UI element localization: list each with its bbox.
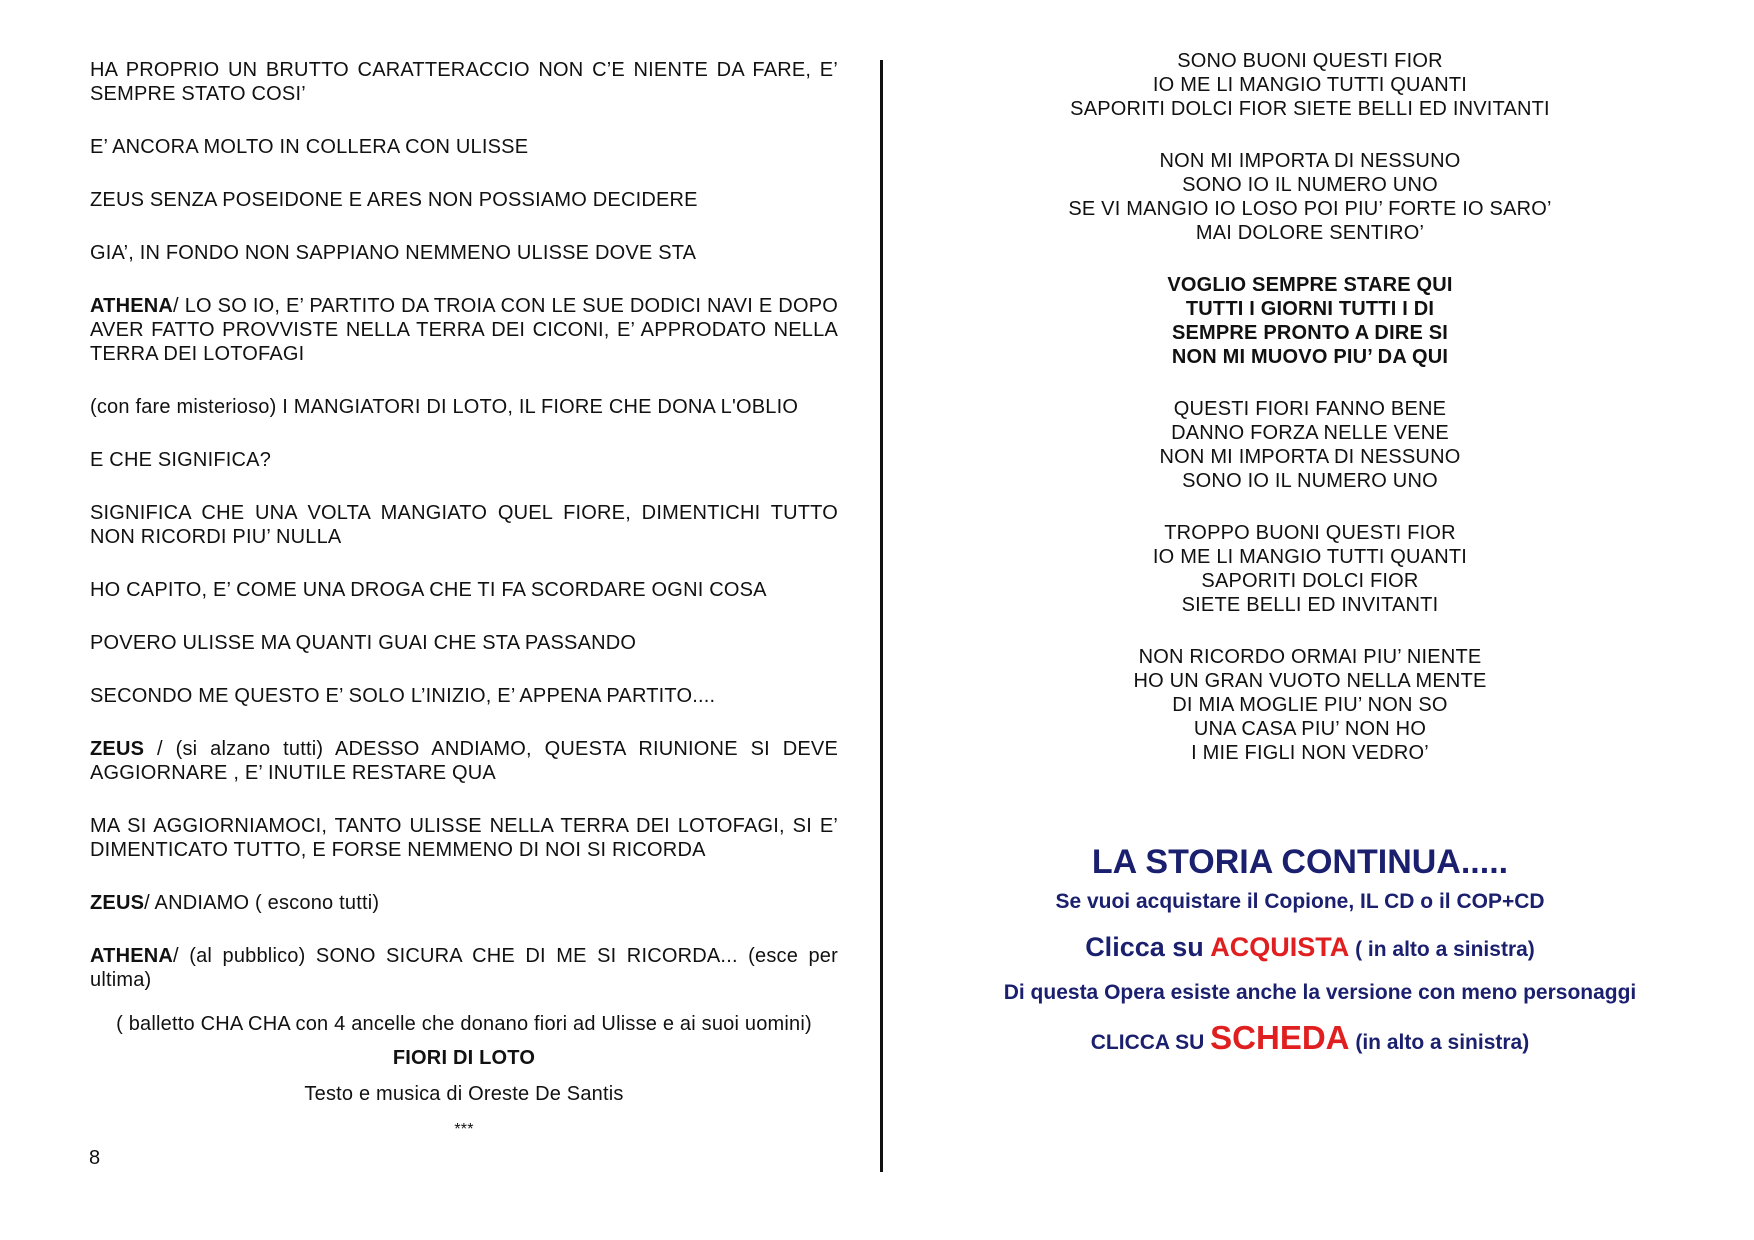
dialogue-text: / (al pubblico) SONO SICURA CHE DI ME SI RICORDA... (esce per ultima) [90, 945, 838, 991]
dialogue-text: / LO SO IO, E’ PARTITO DA TROIA CON LE SUE DODICI NAVI E DOPO AVER FATTO PROVVISTE NELLA TERRA DEI CICONI, E’ APPRODATO NELLA TERRA DEI LOTOFAGI [90, 295, 838, 365]
lyric-line: VOGLIO SEMPRE STARE QUI [1167, 274, 1453, 296]
separator: *** [454, 1121, 474, 1138]
lyric-line: SAPORITI DOLCI FIOR [1201, 570, 1419, 592]
dialogue-paragraph [90, 395, 838, 419]
lyric-stanza [900, 49, 1720, 121]
lyric-line: NON MI IMPORTA DI NESSUNO [1159, 150, 1461, 172]
speaker-name: ZEUS [90, 738, 145, 760]
lyric-line: SONO IO IL NUMERO UNO [1182, 174, 1438, 196]
dialogue-text: / (si alzano tutti) ADESSO ANDIAMO, QUESTA RIUNIONE SI DEVE AGGIORNARE , E’ INUTILE RESTARE QUA [90, 738, 838, 784]
lyric-stanza [900, 521, 1720, 617]
promo-click-acquista [900, 932, 1720, 963]
dialogue-text: E’ ANCORA MOLTO IN COLLERA CON ULISSE [90, 136, 529, 158]
dialogue-text: SIGNIFICA CHE UNA VOLTA MANGIATO QUEL FIORE, DIMENTICHI TUTTO NON RICORDI PIU’ NULLA [90, 502, 838, 548]
dialogue-text: / ANDIAMO ( escono tutti) [144, 892, 380, 914]
promo-title: LA STORIA CONTINUA..... [1091, 843, 1509, 881]
lyric-line: SEMPRE PRONTO A DIRE SI [1171, 322, 1449, 344]
speaker-name: ATHENA [90, 295, 174, 317]
dialogue-paragraph [90, 294, 838, 366]
dialogue-text: GIA’, IN FONDO NON SAPPIANO NEMMENO ULISSE DOVE STA [90, 242, 697, 264]
lyric-line: IO ME LI MANGIO TUTTI QUANTI [1152, 546, 1468, 568]
promo-click-prefix: Clicca su [1085, 932, 1211, 962]
promo-buy-info: Se vuoi acquistare il Copione, IL CD o il COP+CD [1055, 890, 1545, 913]
page-number: 8 [89, 1147, 101, 1169]
dialogue-text: HO CAPITO, E’ COME UNA DROGA CHE TI FA SCORDARE OGNI COSA [90, 579, 767, 601]
lyric-line: SONO BUONI QUESTI FIOR [1177, 50, 1443, 72]
page-divider [880, 60, 883, 1172]
lyric-line: SE VI MANGIO IO LOSO POI PIU’ FORTE IO SARO’ [1068, 198, 1552, 220]
lyric-stanza [900, 645, 1720, 765]
lyric-line: SONO IO IL NUMERO UNO [1182, 470, 1438, 492]
lyric-line: QUESTI FIORI FANNO BENE [1173, 398, 1447, 420]
dialogue-paragraph [90, 684, 838, 708]
promo-scheda-suffix: (in alto a sinistra) [1349, 1031, 1530, 1054]
lyric-line: NON RICORDO ORMAI PIU’ NIENTE [1138, 646, 1482, 668]
dialogue-text: POVERO ULISSE MA QUANTI GUAI CHE STA PASSANDO [90, 632, 637, 654]
stage-direction: ( balletto CHA CHA con 4 ancelle che donano fiori ad Ulisse e ai suoi uomini) [116, 1013, 812, 1035]
dialogue-paragraph [90, 448, 838, 472]
dialogue-paragraph [90, 737, 838, 785]
lyric-line: TROPPO BUONI QUESTI FIOR [1164, 522, 1456, 544]
dialogue-paragraph [90, 241, 838, 265]
dialogue-list [90, 58, 838, 992]
dialogue-paragraph [90, 891, 838, 915]
dialogue-paragraph [90, 58, 838, 106]
dialogue-text: ZEUS SENZA POSEIDONE E ARES NON POSSIAMO DECIDERE [90, 189, 698, 211]
dialogue-paragraph [90, 814, 838, 862]
promo-version-info: Di questa Opera esiste anche la versione con meno personaggi [1003, 981, 1637, 1004]
dialogue-text: HA PROPRIO UN BRUTTO CARATTERACCIO NON C’E NIENTE DA FARE, E’ SEMPRE STATO COSI’ [90, 59, 838, 105]
lyric-line: UNA CASA PIU’ NON HO [1193, 718, 1427, 740]
dialogue-paragraph [90, 188, 838, 212]
speaker-name: ATHENA [90, 945, 174, 967]
promo-scheda-prefix: CLICCA SU [1090, 1031, 1211, 1054]
dialogue-text: SECONDO ME QUESTO E’ SOLO L’INIZIO, E’ APPENA PARTITO.... [90, 685, 716, 707]
lyric-line: NON MI MUOVO PIU’ DA QUI [1171, 346, 1449, 368]
dialogue-text: MA SI AGGIORNIAMOCI, TANTO ULISSE NELLA TERRA DEI LOTOFAGI, SI E’ DIMENTICATO TUTTO, E FORSE NEMMENO DI NOI SI RICORDA [90, 815, 838, 861]
lyric-stanza [900, 149, 1720, 245]
dialogue-paragraph [90, 501, 838, 549]
lyric-line: DANNO FORZA NELLE VENE [1171, 422, 1449, 444]
dialogue-text: E CHE SIGNIFICA? [90, 449, 272, 471]
lyric-line: MAI DOLORE SENTIRO’ [1195, 222, 1425, 244]
promo-click-scheda [900, 1019, 1720, 1057]
song-title: FIORI DI LOTO [392, 1047, 536, 1069]
dialogue-paragraph [90, 135, 838, 159]
lyric-line: DI MIA MOGLIE PIU’ NON SO [1172, 694, 1448, 716]
scheda-link[interactable]: SCHEDA [1210, 1019, 1350, 1056]
promo-section [900, 843, 1720, 1057]
dialogue-paragraph [90, 578, 838, 602]
dialogue-text: (con fare misterioso) I MANGIATORI DI LOTO, IL FIORE CHE DONA L'OBLIO [90, 396, 799, 418]
acquista-link[interactable]: ACQUISTA [1210, 932, 1350, 962]
dialogue-paragraph [90, 631, 838, 655]
left-page-script [90, 58, 838, 1142]
lyric-line: NON MI IMPORTA DI NESSUNO [1159, 446, 1461, 468]
lyric-line: TUTTI I GIORNI TUTTI I DI [1185, 298, 1435, 320]
lyric-line: SAPORITI DOLCI FIOR SIETE BELLI ED INVITANTI [1070, 98, 1550, 120]
promo-click-suffix: ( in alto a sinistra) [1349, 938, 1535, 961]
lyric-line: I MIE FIGLI NON VEDRO’ [1191, 742, 1429, 764]
lyric-line: SIETE BELLI ED INVITANTI [1181, 594, 1439, 616]
song-lyrics [900, 49, 1720, 793]
speaker-name: ZEUS [90, 892, 145, 914]
chorus-stanza [900, 273, 1720, 369]
song-credit: Testo e musica di Oreste De Santis [304, 1083, 624, 1105]
lyric-stanza [900, 397, 1720, 493]
lyric-line: IO ME LI MANGIO TUTTI QUANTI [1152, 74, 1468, 96]
lyric-line: HO UN GRAN VUOTO NELLA MENTE [1133, 670, 1487, 692]
dialogue-paragraph [90, 944, 838, 992]
